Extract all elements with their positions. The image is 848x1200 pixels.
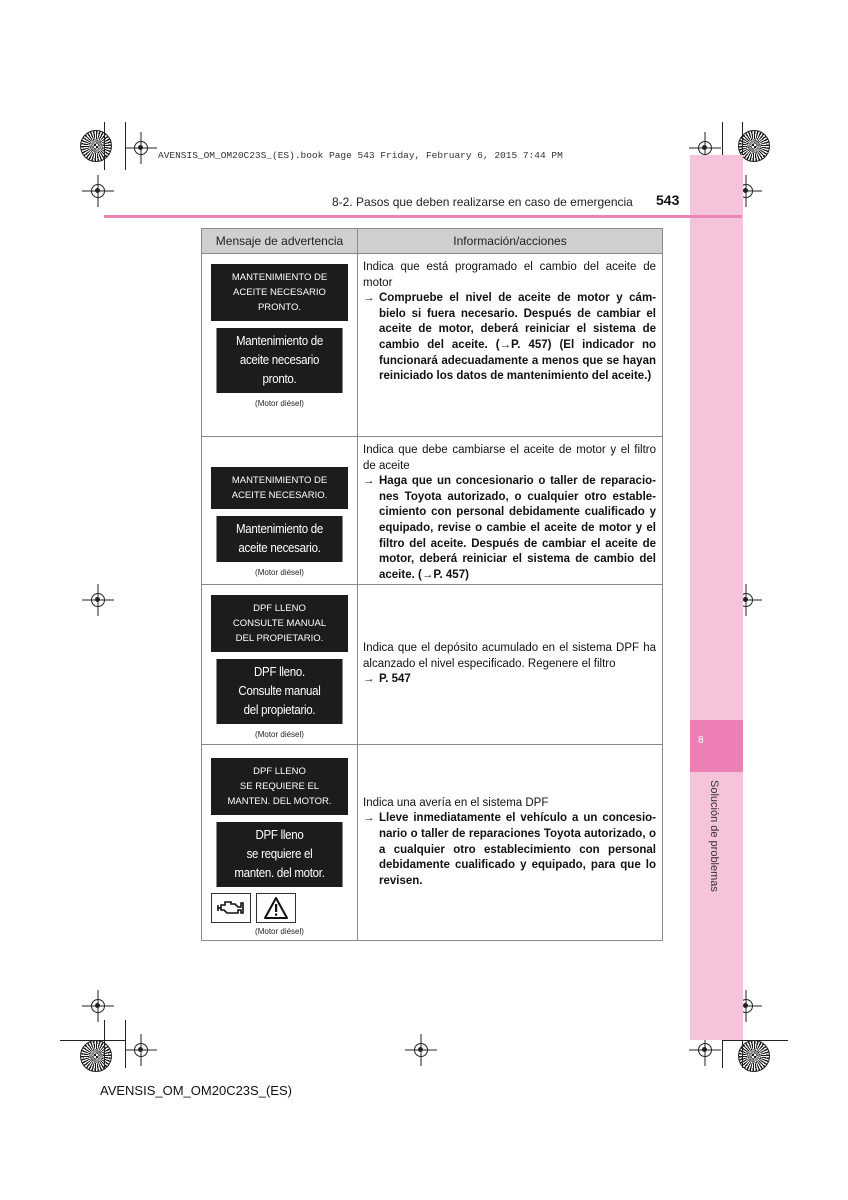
lcd-message-large: DPF lleno se requiere el manten. del motor. — [216, 822, 342, 887]
crop-mark — [722, 1040, 788, 1041]
info-text: Indica que debe cambiarse el aceite de motor y el filtro de aceite — [363, 444, 656, 472]
print-info: AVENSIS_OM_OM20C23S_(ES).book Page 543 Friday, February 6, 2015 7:44 PM — [158, 150, 563, 161]
crosshair-mark — [91, 184, 105, 198]
table-row — [202, 745, 663, 941]
crop-mark — [60, 1040, 126, 1041]
chapter-number-tab[interactable] — [690, 720, 743, 772]
crosshair-mark — [414, 1043, 428, 1057]
lcd-message-small: MANTENIMIENTO DE ACEITE NECESARIO PRONTO. — [211, 264, 348, 321]
action-text: → P. 547 — [363, 672, 656, 688]
lcd-message-large: Mantenimiento de aceite necesario pronto. — [216, 328, 342, 393]
engine-caption: (Motor diésel) — [255, 730, 304, 739]
section-title: 8-2. Pasos que deben realizarse en caso de emergencia — [332, 195, 633, 209]
crosshair-mark — [91, 593, 105, 607]
engine-check-icon — [211, 893, 251, 923]
action-text: → Compruebe el nivel de aceite de motor y cám-bielo si fuera necesario. Después de cambiar el aceite de motor, deberá reiniciar el sistema de cambio del aceite. (→P. 457) (El indicador no funcionará adecuadamente a menos que se hayan reiniciado los datos de mantenimiento del aceite.) — [363, 292, 656, 383]
action-text: → Haga que un concesionario o taller de reparacio-nes Toyota autorizado, o cualquier otro estable-cimiento con personal debidamente cualificado y equipado, revise o cambie el aceite de motor y el filtro del aceite. Después de cambiar el aceite de motor, deberá reiniciar el sistema de cambio del aceite. (→P. 457) — [363, 475, 656, 581]
arrow-icon: → — [363, 292, 375, 305]
registration-star-top-left — [80, 130, 112, 162]
lcd-message-small: DPF LLENO CONSULTE MANUAL DEL PROPIETARIO. — [211, 595, 348, 652]
column-header-info: Información/acciones — [358, 229, 663, 254]
crop-mark — [125, 122, 126, 170]
engine-caption: (Motor diésel) — [255, 568, 304, 577]
lcd-message-large: DPF lleno. Consulte manual del propietario. — [216, 659, 342, 724]
info-text: Indica una avería en el sistema DPF — [363, 796, 549, 809]
crosshair-mark — [134, 141, 148, 155]
chapter-side-tab — [690, 155, 743, 1040]
warning-triangle-icon — [256, 893, 296, 923]
engine-caption: (Motor diésel) — [255, 927, 304, 936]
crosshair-mark — [698, 1043, 712, 1057]
lcd-message-small: DPF LLENO SE REQUIERE EL MANTEN. DEL MOTOR. — [211, 758, 348, 815]
crosshair-mark — [91, 999, 105, 1013]
crop-mark — [104, 122, 105, 170]
crop-mark — [104, 1020, 105, 1068]
table-row — [202, 254, 663, 437]
table-row — [202, 585, 663, 745]
warning-messages-table — [201, 228, 663, 941]
crosshair-mark — [134, 1043, 148, 1057]
lcd-message-small: MANTENIMIENTO DE ACEITE NECESARIO. — [211, 467, 348, 509]
chapter-title: Solución de problemas — [708, 780, 720, 892]
chapter-number: 8 — [698, 735, 704, 746]
engine-caption: (Motor diésel) — [255, 399, 304, 408]
crosshair-mark — [698, 141, 712, 155]
header-rule — [104, 215, 742, 218]
action-text: → Lleve inmediatamente el vehículo a un concesio-nario o taller de reparaciones Toyota autorizado, o a cualquier otro establecimiento con personal debidamente cualificado y equipado, para que lo revisen. — [363, 812, 656, 887]
info-text: Indica que el depósito acumulado en el sistema DPF ha alcanzado el nivel especificado. Regenere el filtro — [363, 642, 656, 670]
arrow-icon: → — [363, 673, 375, 686]
crop-mark — [125, 1020, 126, 1068]
arrow-icon: → — [363, 475, 375, 488]
document-footer: AVENSIS_OM_OM20C23S_(ES) — [100, 1083, 292, 1098]
table-row — [202, 437, 663, 585]
registration-star-bottom-left — [80, 1040, 112, 1072]
page-number: 543 — [656, 192, 680, 208]
arrow-icon: → — [363, 812, 375, 825]
lcd-message-large: Mantenimiento de aceite necesario. — [216, 516, 342, 562]
info-text: Indica que está programado el cambio del aceite de motor — [363, 261, 656, 289]
column-header-warning: Mensaje de advertencia — [202, 229, 358, 254]
